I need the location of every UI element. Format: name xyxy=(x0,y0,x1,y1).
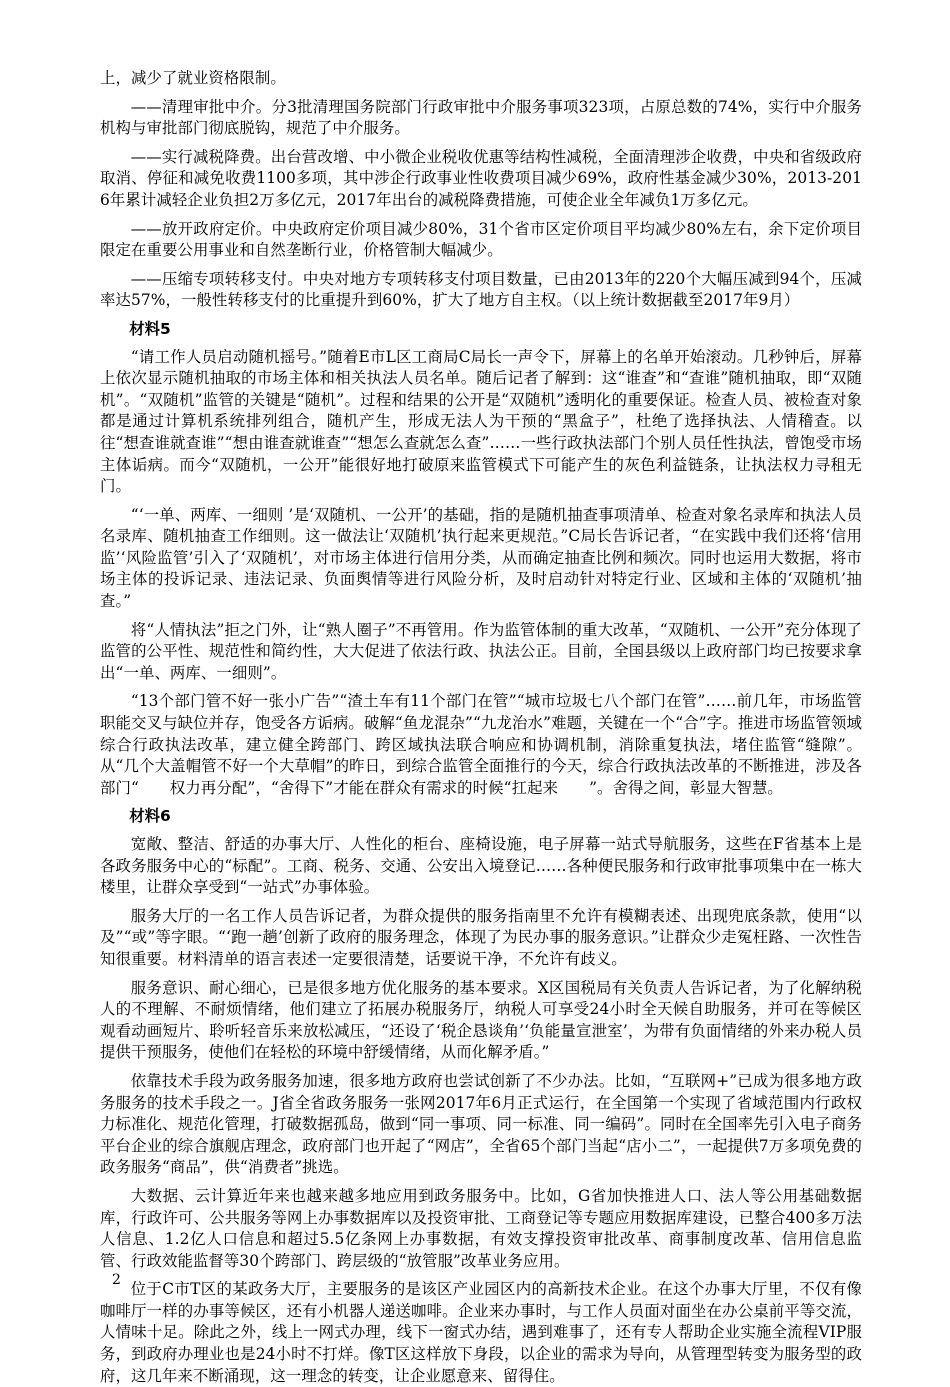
paragraph: ——实行减税降费。出台营改增、中小微企业税收优惠等结构性减税，全面清理涉企收费，中央和省级政府取消、停征和减免收费1100多项，其中涉企行政事业性收费项目减少69%，政府性基金减少30%，2013-2016年累计减轻企业负担2万多亿元，2017年出台的减税降费措施，可使企业全年减负1万多亿元。 xyxy=(100,147,862,209)
paragraph: 将“人情执法”拒之门外，让“熟人圈子”不再管用。作为监管体制的重大改革，“双随机、一公开”充分体现了监管的公平性、规范性和简约性，大大促进了依法行政、执法公正。目前，全国县级以上政府部门均已按要求拿出“一单、两库、一细则”。 xyxy=(100,620,862,682)
paragraph: “13个部门管不好一张小广告”“渣土车有11个部门在管”“城市垃圾七八个部门在管”……前几年，市场监管职能交叉与缺位并存，饱受各方诟病。破解“鱼龙混杂”“九龙治水”难题，关键在一个“合”字。推进市场监管领域综合行政执法改革，建立健全跨部门、跨区域执法联合响应和协调机制，消除重复执法，堵住监管“缝隙”。从“几个大盖帽管不好一个大草帽”的昨日，到综合监管全面推行的今天，综合行政执法改革的不断推进，涉及各部门“ 权力再分配”，“舍得下”才能在群众有需求的时候“扛起来 ”。舍得之间，彰显大智慧。 xyxy=(100,692,862,797)
paragraph: 位于C市T区的某政务大厅，主要服务的是该区产业园区内的高新技术企业。在这个办事大厅里，不仅有像咖啡厅一样的办事等候区，还有小机器人递送咖啡。企业来办事时，与工作人员面对面坐在办公桌前平等交流，人情味十足。除此之外，线上一网式办理，线下一窗式办结，遇到难事了，还有专人帮助企业实施全流程VIP服务，到政府办理业也是24小时不打烊。像T区这样放下身段，以企业的需求为导向，从管理型转变为服务型的政府，这几年来不断涌现，这一理念的转变，让企业愿意来、留得住。 xyxy=(100,1280,862,1385)
section-policy-list xyxy=(100,68,862,312)
paragraph: ——清理审批中介。分3批清理国务院部门行政审批中介服务事项323项，占原总数的74%，实行中介服务机构与审批部门彻底脱钩，规范了中介服务。 xyxy=(100,97,862,138)
paragraph: ——放开政府定价。中央政府定价项目减少80%，31个省市区定价项目平均减少80%左右，余下定价项目限定在重要公用事业和自然垄断行业，价格管制大幅减少。 xyxy=(100,219,862,260)
paragraph: 依靠技术手段为政务服务加速，很多地方政府也尝试创新了不少办法。比如，“互联网+”已成为很多地方政务服务的技术手段之一。J省全省政务服务一张网2017年6月正式运行，在全国第一个实现了省域范围内行政权力标准化、规范化管理，打破数据孤岛，做到“同一事项、同一标准、同一编码”。同时在全国率先引入电子商务平台企业的综合旗舰店理念，政府部门也开起了“网店”，全省65个部门当起“店小二”，一起提供7万多项免费的政务服务“商品”，供“消费者”挑选。 xyxy=(100,1071,862,1177)
paragraph: 上，减少了就业资格限制。 xyxy=(100,69,286,87)
paragraph: 服务大厅的一名工作人员告诉记者，为群众提供的服务指南里不允许有模糊表述、出现兜底条款，使用“以及”“或”等字眼。“‘跑一趟’创新了政府的服务理念，体现了为民办事的服务意识。”让群众少走冤枉路、一次性告知很重要。材料清单的语言表述一定要很清楚，话要说干净，不允许有歧义。 xyxy=(100,906,862,968)
paragraph: 服务意识、耐心细心，已是很多地方优化服务的基本要求。X区国税局有关负责人告诉记者，为了化解纳税人的不理解、不耐烦情绪，他们建立了拓展办税服务厅，纳税人可享受24小时全天候自助服务，并可在等候区观看动画短片、聆听轻音乐来放松减压，“还设了‘税企恳谈角’‘负能量宣泄室’，为带有负面情绪的外来办税人员提供干预服务，使他们在轻松的环境中舒缓情绪，从而化解矛盾。” xyxy=(100,978,862,1062)
paragraph: 宽敞、整洁、舒适的办事大厅、人性化的柜台、座椅设施，电子屏幕一站式导航服务，这些在F省基本上是各政务服务中心的“标配”。工商、税务、交通、公安出入境登记……各种便民服务和行政审批事项集中在一栋大楼里，让群众享受到“一站式”办事体验。 xyxy=(100,835,862,897)
section-heading: 材料6 xyxy=(129,807,171,826)
page-number: 2 xyxy=(112,1272,121,1288)
section-heading: 材料5 xyxy=(129,319,171,338)
paragraph: “‘一单、两库、一细则 ’是‘双随机、一公开’的基础，指的是随机抽查事项清单、检查对象名录库和执法人员名录库、随机抽查工作细则。这一做法让‘双随机’执行起来更规范。”C局长告诉记者，“在实践中我们还将‘信用监’‘风险监管’引入了‘双随机’，对市场主体进行信用分类，从而确定抽查比例和频次。同时也运用大数据，将市场主体的投诉记录、违法记录、负面舆情等进行风险分析，及时启动针对特定行业、区域和主体的‘双随机’抽查。” xyxy=(100,505,862,611)
paragraph: “请工作人员启动随机摇号。”随着E市L区工商局C局长一声令下，屏幕上的名单开始滚动。几秒钟后，屏幕上依次显示随机抽取的市场主体和相关执法人员名单。随后记者了解到：这“谁查”和“查谁”随机抽取，即“双随机”。“双随机”监管的关键是“随机”。过程和结果的公开是“双随机”透明化的重要保证。检查人员、被检查对象都是通过计算机系统排列组合，随机产生，形成无法人为干预的“黑盒子”，杜绝了选择执法、人情稽查。以往“想查谁就查谁”“想由谁查就谁查”“想怎么查就怎么查”……一些行政执法部门个别人员任性执法，曾饱受市场主体诟病。而今“双随机，一公开”能很好地打破原来监管模式下可能产生的灰色利益链条，让执法权力寻租无门。 xyxy=(100,347,862,496)
section-material-5 xyxy=(100,319,862,799)
section-material-6 xyxy=(100,806,862,1387)
paragraph: ——压缩专项转移支付。中央对地方专项转移支付项目数量，已由2013年的220个大幅压减到94个，压减率达57%，一般性转移支付的比重提升到60%，扩大了地方自主权。（以上统计数据截至2017年9月） xyxy=(100,269,862,310)
paragraph: 大数据、云计算近年来也越来越多地应用到政务服务中。比如，G省加快推进人口、法人等公用基础数据库，行政许可、公共服务等网上办事数据库以及投资审批、工商登记等专题应用数据库建设，已整合400多万法人信息、1.2亿人口信息和超过5.5亿条网上办事数据，有效支撑投资审批改革、商事制度改革、信用信息监管、行政效能监督等30个跨部门、跨层级的“放管服”改革业务应用。 xyxy=(100,1186,862,1270)
